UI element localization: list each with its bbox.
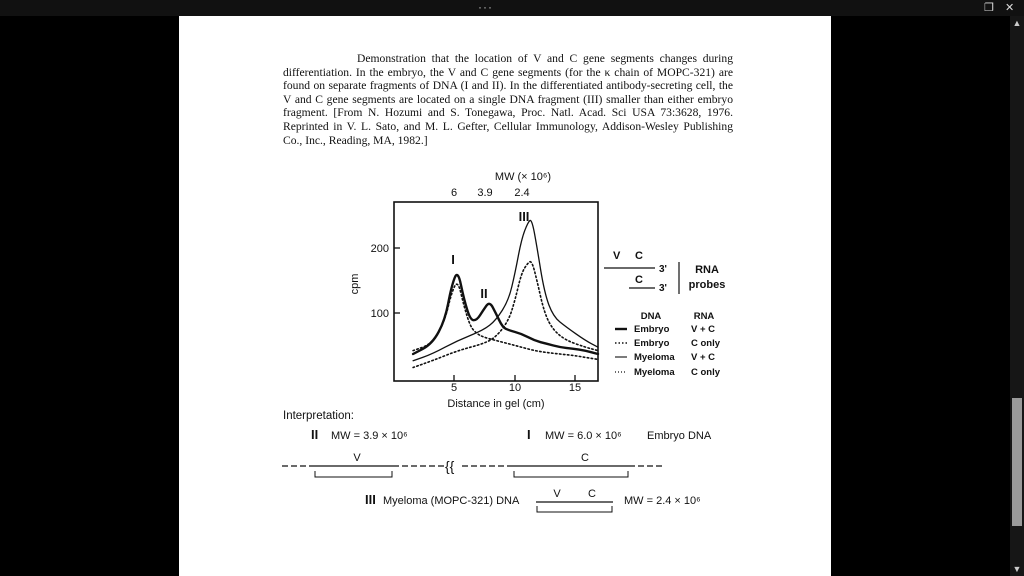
- legend-rna-header: RNA: [693, 311, 715, 322]
- y-axis-label: cpm: [349, 273, 361, 295]
- myeloma-v-label: V: [553, 488, 561, 500]
- menu-dots-icon[interactable]: ···: [478, 0, 493, 14]
- series-line-4: [413, 262, 598, 368]
- top-tick-3.9: 3.9: [477, 187, 493, 199]
- legend: [615, 324, 721, 378]
- y-tick-100: 100: [370, 308, 389, 320]
- probe-rna: RNA: [695, 264, 719, 276]
- frag1-note: Embryo DNA: [647, 430, 712, 442]
- legend-rna-3: V + C: [691, 352, 716, 363]
- myeloma-roman: III: [365, 492, 376, 507]
- close-icon[interactable]: ✕: [1005, 2, 1015, 14]
- document-page: [179, 16, 831, 576]
- top-tick-2.4: 2.4: [514, 187, 530, 199]
- figure-graphic: [179, 16, 831, 576]
- legend-dna-3: Myeloma: [634, 352, 675, 363]
- restore-icon[interactable]: ❐: [984, 2, 994, 14]
- x-tick-15: 15: [568, 382, 582, 394]
- peak-label-3: III: [518, 209, 530, 224]
- x-axis-label: Distance in gel (cm): [447, 398, 545, 410]
- probe-probes: probes: [688, 279, 726, 291]
- legend-dna-1: Embryo: [634, 324, 670, 335]
- legend-dna-2: Embryo: [634, 338, 670, 349]
- probe-v-label: V: [613, 250, 621, 262]
- legend-rna-4: C only: [691, 367, 721, 378]
- interpretation-heading: Interpretation:: [283, 410, 354, 422]
- scroll-up-icon[interactable]: ▲: [1012, 18, 1022, 28]
- legend-dna-4: Myeloma: [634, 367, 675, 378]
- genome-map: [282, 452, 665, 477]
- x-tick-5: 5: [450, 382, 458, 394]
- scrollbar-thumb[interactable]: [1012, 398, 1022, 526]
- frag2-mw: MW = 3.9 × 10⁶: [331, 430, 408, 442]
- probe-c-label: C: [635, 250, 643, 262]
- scroll-down-icon[interactable]: ▼: [1012, 564, 1022, 574]
- peak-label-1: I: [451, 252, 455, 267]
- y-tick-200: 200: [370, 243, 389, 255]
- map-v-label: V: [353, 452, 361, 464]
- chart-curves: [413, 220, 598, 367]
- probe-3prime-1: 3': [659, 264, 667, 275]
- probe-3prime-2: 3': [659, 283, 667, 294]
- title-bar: [0, 0, 1024, 16]
- peak-label-2: II: [480, 286, 488, 301]
- probe-c2-label: C: [635, 274, 643, 286]
- legend-rna-1: V + C: [691, 324, 716, 335]
- myeloma-c-label: C: [588, 488, 596, 500]
- top-axis-title: MW (× 10⁶): [494, 171, 552, 183]
- map-c-label: C: [581, 452, 589, 464]
- myeloma-mw: MW = 2.4 × 10⁶: [624, 495, 701, 507]
- legend-dna-header: DNA: [640, 311, 662, 322]
- x-tick-10: 10: [508, 382, 522, 394]
- myeloma-bracket: [537, 506, 612, 512]
- vertical-scrollbar[interactable]: [1010, 16, 1024, 576]
- frag1-roman: I: [527, 427, 531, 442]
- frag2-roman: II: [311, 427, 319, 442]
- gene-break-icon: {{: [445, 458, 455, 474]
- legend-rna-2: C only: [691, 338, 721, 349]
- myeloma-label: Myeloma (MOPC-321) DNA: [383, 495, 520, 507]
- top-tick-6: 6: [450, 187, 458, 199]
- figure-caption: Demonstration that the location of V and C gene segments changes during differentiation. In the embryo, the V and C gene segments (for the κ chain of MOPC-321) are found on separate fragments of DNA (I and II). In the differentiated antibody-secreting cell, the V and C gene segments are located on a single DNA fragment (III) smaller than either embryo fragment. [From N. Hozumi and S. Tonegawa, Proc. Natl. Acad. Sci USA 73:3628, 1976. Reprinted in V. L. Sato, and M. L. Gefter, Cellular Immunology, Addison-Wesley Publishing Co., Inc., Reading, MA, 1982.]: [283, 52, 733, 147]
- series-line-3: [413, 220, 598, 360]
- frag1-mw: MW = 6.0 × 10⁶: [545, 430, 622, 442]
